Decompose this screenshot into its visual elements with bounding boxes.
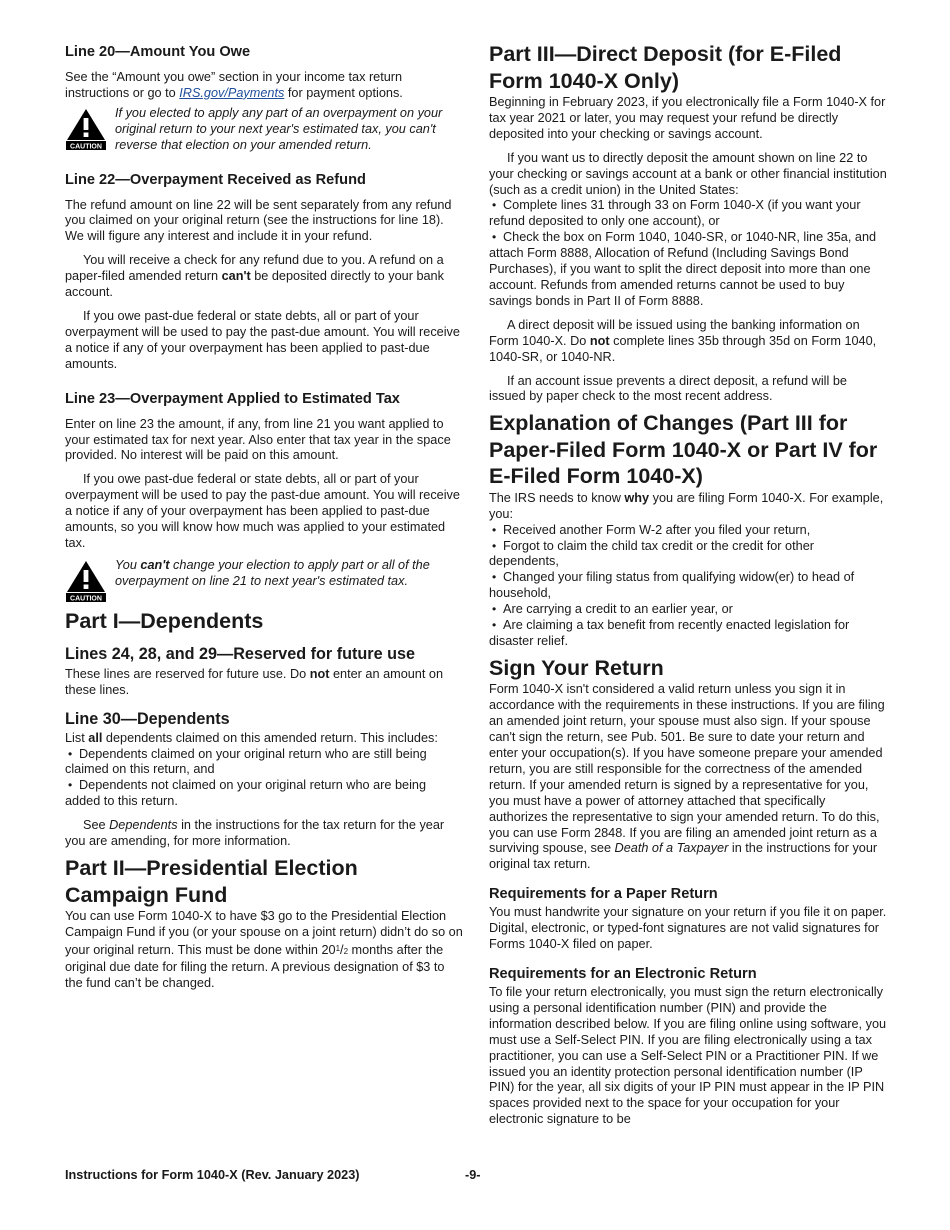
list-item: • Check the box on Form 1040, 1040-SR, or 1040-NR, line 35a, and attach Form 8888, Allocation of Refund (Including Savings Bond Purchases), if you want to split the direct deposit into more than one account. Refunds from amended returns cannot be used to buy savings bonds in Part II of Form 8888. <box>489 230 887 310</box>
caution-label: CAUTION <box>70 595 102 603</box>
caution-label: CAUTION <box>70 143 102 151</box>
list-item: • Complete lines 31 through 33 on Form 1040-X (if you want your refund deposited to only one account), or <box>489 198 887 230</box>
electronic-return-heading: Requirements for an Electronic Return <box>489 965 757 982</box>
lines-24-28-29-paragraph: These lines are reserved for future use. Do not enter an amount on these lines. <box>65 666 444 697</box>
list-item: • Forgot to claim the child tax credit or the credit for other dependents, <box>489 539 887 571</box>
part2-paragraph: You can use Form 1040-X to have $3 go to the Presidential Election Campaign Fund if you (or your spouse on a joint return) didn’t do so on your original return. This must be done within $20^1/2$ months after the original due date for filing the return. A previous designation of $3 to the fund can’t be changed. <box>65 909 463 990</box>
list-item: • Are carrying a credit to an earlier year, or <box>489 602 887 618</box>
list-item: • Dependents not claimed on your original return who are being added to this return. <box>65 778 463 810</box>
explanation-heading: Explanation of Changes (Part III for Paper-Filed Form 1040-X or Part IV for E-Filed Form 1040-X) <box>489 411 878 489</box>
line22-paragraph-3: If you owe past-due federal or state debts, all or part of your overpayment will be used to pay the past-due amount. You will receive a notice if any of your overpayment has been applied to past-due amounts. <box>65 308 460 371</box>
line20-heading: Line 20—Amount You Owe <box>65 44 251 60</box>
left-column <box>65 40 463 992</box>
sign-paragraph: Form 1040-X isn't considered a valid return unless you sign it in accordance with the requirements in these instructions. If you are filing an amended joint return, your spouse must also sign. If your spouse can't sign the return, see Pub. 501. Be sure to date your return and enter your occupation(s). If you have someone prepare your amended return, you are still responsible for the correctness of the amended return. If your amended return is signed by a representative for you, you must have a power of attorney attached that specifically authorizes the representative to sign your amended return. To do this, you can use Form 2848. If you are filing an amended joint return as a surviving spouse, see Death of a Taxpayer in the instructions for your original tax return. <box>489 682 885 872</box>
caution-text-line20: If you elected to apply any part of an overpayment on your original return to your next year's estimated tax, you can't reverse that election on your amended return. <box>115 105 443 152</box>
part1-heading: Part I—Dependents <box>65 608 264 633</box>
part3-paragraph-1: Beginning in February 2023, if you electronically file a Form 1040-X for tax year 2021 or later, you may request your refund be directly deposited into your checking or savings account. <box>489 95 886 141</box>
line30-see-paragraph: See Dependents in the instructions for the tax return for the year you are amending, for more information. <box>65 818 445 849</box>
part2-heading: Part II—Presidential Election Campaign Fund <box>65 856 358 907</box>
caution-note-line23 <box>65 558 463 603</box>
line22-heading: Line 22—Overpayment Received as Refund <box>65 171 366 188</box>
sign-heading: Sign Your Return <box>489 655 664 680</box>
line23-paragraph-2: If you owe past-due federal or state debts, all or part of your overpayment will be used to pay the past-due amount. You will receive a notice if any of your overpayment has been applied to past-due amounts, so you will know how much was applied to your estimated tax. <box>65 472 460 550</box>
paper-return-heading: Requirements for a Paper Return <box>489 886 718 903</box>
page-number: -9- <box>465 1168 481 1182</box>
part3-paragraph-3: A direct deposit will be issued using the banking information on Form 1040-X. Do not complete lines 35b through 35d on Form 1040, 1040-SR, or 1040-NR. <box>489 317 877 364</box>
caution-icon <box>65 107 107 151</box>
caution-icon <box>65 559 107 603</box>
irs-payments-link[interactable]: IRS.gov/Payments <box>179 85 285 100</box>
explanation-paragraph: The IRS needs to know why you are filing Form 1040-X. For example, you: <box>489 490 884 521</box>
list-item: • Received another Form W-2 after you filed your return, <box>489 523 887 539</box>
part3-paragraph-2: If you want us to directly deposit the amount shown on line 22 to your checking or savings account at a bank or other financial institution (such as a credit union) in the United States: <box>489 150 887 197</box>
list-item: • Changed your filing status from qualifying widow(er) to head of household, <box>489 570 887 602</box>
line30-heading: Line 30—Dependents <box>65 709 230 728</box>
footer-title: Instructions for Form 1040-X (Rev. January 2023) <box>65 1168 360 1182</box>
electronic-return-paragraph: To file your return electronically, you must sign the return electronically using a personal identification number (PIN) and provide the information described below. If you are filing online using software, you must use a Self-Select PIN. If you are filing electronically using a tax practitioner, you can use a Self-Select PIN or a Practitioner PIN. If we issued you an identity protection personal identification number (IP PIN) for the year, all six digits of your IP PIN must appear in the IP PIN spaces provided next to the space for your occupation for your electronic signature to be <box>489 984 887 1127</box>
line23-paragraph-1: Enter on line 23 the amount, if any, from line 21 you want applied to your estimated tax for next year. Also enter that tax year in the space provided. No interest will be paid on this amount. <box>65 416 451 463</box>
right-column <box>489 40 887 1128</box>
line23-heading: Line 23—Overpayment Applied to Estimated Tax <box>65 390 400 407</box>
line30-paragraph: List all dependents claimed on this amended return. This includes: <box>65 730 438 745</box>
part3-heading: Part III—Direct Deposit (for E-Filed Form 1040-X Only) <box>489 42 842 93</box>
paper-return-paragraph: You must handwrite your signature on your return if you file it on paper. Digital, electronic, or typed-font signatures are not valid signatures for Forms 1040-X filed on paper. <box>489 905 887 952</box>
caution-note-line20 <box>65 106 463 154</box>
line22-paragraph-1: The refund amount on line 22 will be sent separately from any refund you claimed on your original return (see the instructions for line 18). We will figure any interest and include it in your refund. <box>65 197 452 244</box>
line22-paragraph-2: You will receive a check for any refund due to you. A refund on a paper-filed amended return can't be deposited directly to your bank account. <box>65 253 444 300</box>
page-footer <box>65 1168 885 1182</box>
list-item: • Dependents claimed on your original return who are still being claimed on this return, and <box>65 747 463 779</box>
list-item: • Are claiming a tax benefit from recently enacted legislation for disaster relief. <box>489 618 887 650</box>
line20-paragraph: See the “Amount you owe” section in your income tax return instructions or go to IRS.gov/Payments for payment options. <box>65 70 403 100</box>
part3-paragraph-4: If an account issue prevents a direct deposit, a refund will be issued by paper check to the most recent address. <box>489 373 847 404</box>
lines-24-28-29-heading: Lines 24, 28, and 29—Reserved for future use <box>65 644 415 663</box>
caution-text-line23: You can't change your election to apply part or all of the overpayment on line 21 to next year's estimated tax. <box>115 557 430 588</box>
